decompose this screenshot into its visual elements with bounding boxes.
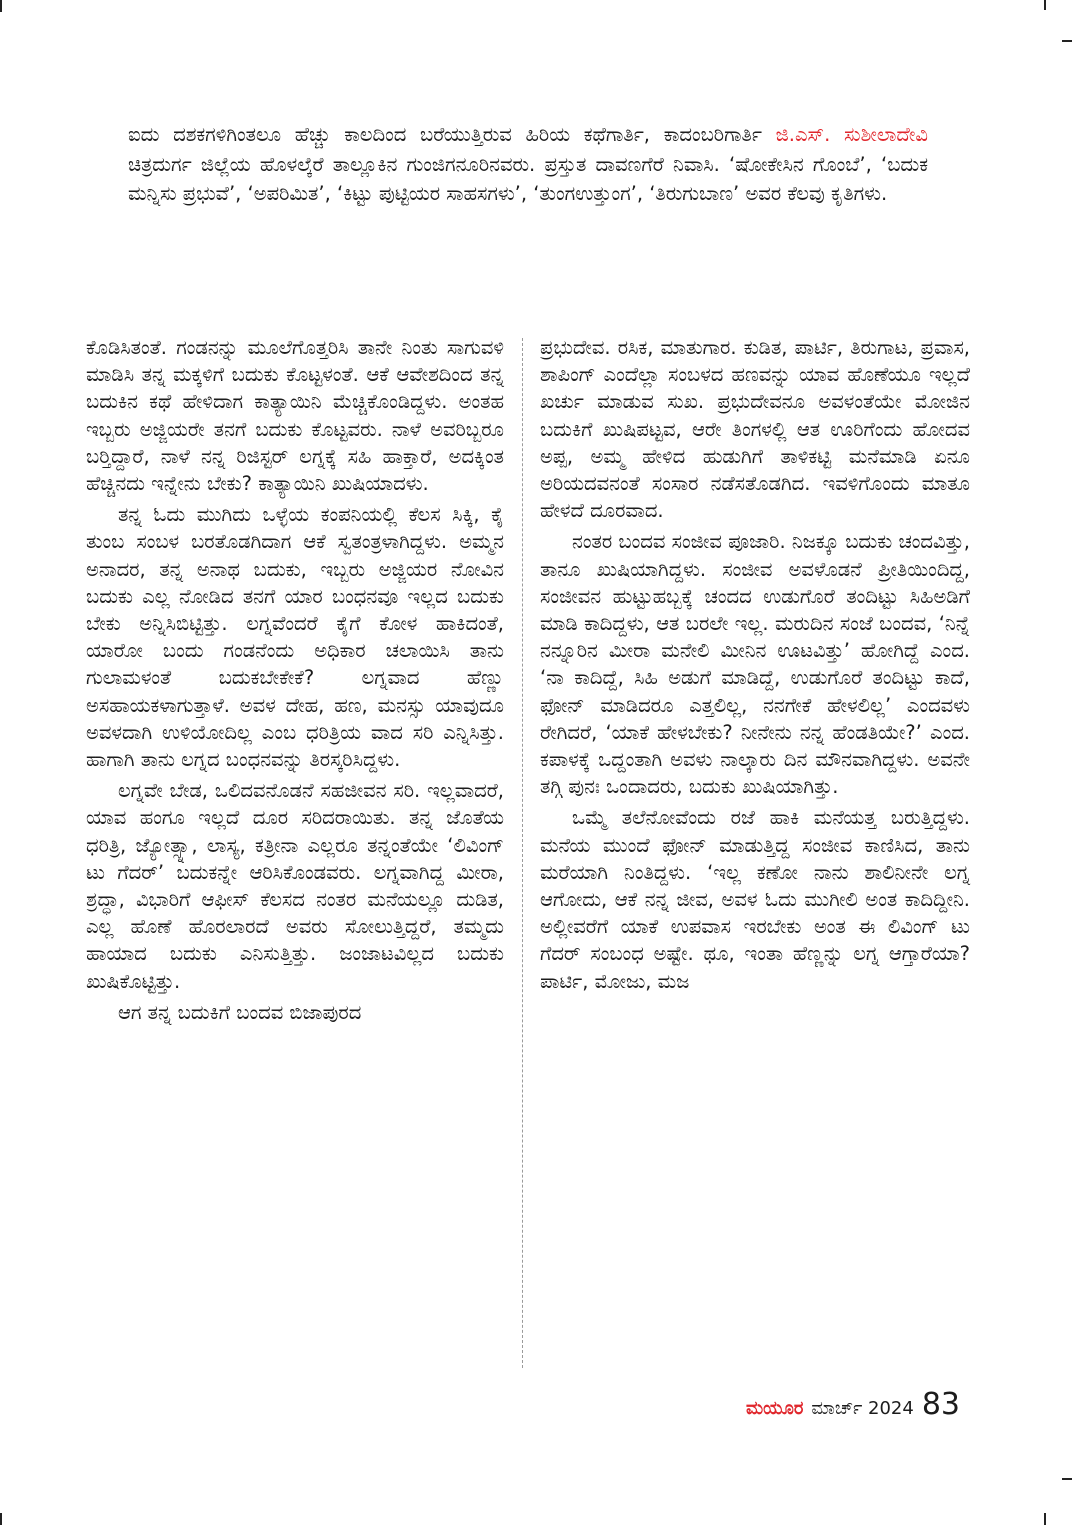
crop-mark-bottom-right xyxy=(1044,1513,1046,1525)
page-footer xyxy=(745,1387,960,1422)
issue-month: ಮಾರ್ಚ್ 2024 xyxy=(811,1398,914,1419)
author-bio xyxy=(128,120,928,209)
paragraph: ಕೊಡಿಸಿತಂತೆ. ಗಂಡನನ್ನು ಮೂಲೆಗೊತ್ತರಿಸಿ ತಾನೇ ನಿಂತು ಸಾಗುವಳಿ ಮಾಡಿಸಿ ತನ್ನ ಮಕ್ಕಳಿಗೆ ಬದುಕು ಕೊಟ್ಟಳಂತೆ. ಆಕೆ ಆವೇಶದಿಂದ ತನ್ನ ಬದುಕಿನ ಕಥೆ ಹೇಳಿದಾಗ ಕಾತ್ಯಾಯಿನಿ ಮೆಚ್ಚಿಕೊಂಡಿದ್ದಳು. ಅಂತಹ ಇಬ್ಬರು ಅಜ್ಜಿಯರೇ ತನಗೆ ಬದುಕು ಕೊಟ್ಟವರು. ನಾಳೆ ಅವರಿಬ್ಬರೂ ಬರ್‍ತಿದ್ದಾರೆ, ನಾಳೆ ನನ್ನ ರಿಜಿಸ್ಟರ್ ಲಗ್ನಕ್ಕೆ ಸಹಿ ಹಾಕ್ತಾರೆ, ಅದಕ್ಕಿಂತ ಹೆಚ್ಚಿನದು ಇನ್ನೇನು ಬೇಕು? ಕಾತ್ಯಾಯಿನಿ ಖುಷಿಯಾದಳು. xyxy=(86,336,504,496)
author-bio-text-after: ಚಿತ್ರದುರ್ಗ ಜಿಲ್ಲೆಯ ಹೊಳಲ್ಕೆರೆ ತಾಲ್ಲೂಕಿನ ಗುಂಜಿಗನೂರಿನವರು. ಪ್ರಸ್ತುತ ದಾವಣಗೆರೆ ನಿವಾಸಿ. ‘ಷೋಕೇಸಿನ ಗೊಂಬೆ’, ‘ಬದುಕ ಮನ್ನಿಸು ಪ್ರಭುವೆ’, ‘ಅಪರಿಮಿತ’, ‘ಕಿಟ್ಟು ಪುಟ್ಟಿಯರ ಸಾಹಸಗಳು’, ‘ತುಂಗಉತ್ತುಂಗ’, ‘ತಿರುಗುಬಾಣ’ ಅವರ ಕೆಲವು ಕೃತಿಗಳು. xyxy=(128,152,928,205)
left-column xyxy=(86,334,504,1030)
crop-mark-right-upper xyxy=(1062,40,1072,42)
author-name: ಜಿ.ಎಸ್. ಸುಶೀಲಾದೇವಿ xyxy=(775,123,928,146)
magazine-brand: ಮಯೂರ xyxy=(745,1398,804,1419)
paragraph: ಲಗ್ನವೇ ಬೇಡ, ಒಲಿದವನೊಡನೆ ಸಹಜೀವನ ಸರಿ. ಇಲ್ಲವಾದರೆ, ಯಾವ ಹಂಗೂ ಇಲ್ಲದೆ ದೂರ ಸರಿದರಾಯಿತು. ತನ್ನ ಜೊತೆಯ ಧರಿತ್ರಿ, ಜ್ಯೋತ್ಸ್ನಾ, ಲಾಸ್ಯ, ಕತ್ರೀನಾ ಎಲ್ಲರೂ ತನ್ನಂತೆಯೇ ‘ಲಿವಿಂಗ್ ಟು ಗೆದರ್’ ಬದುಕನ್ನೇ ಆರಿಸಿಕೊಂಡವರು. ಲಗ್ನವಾಗಿದ್ದ ಮೀರಾ, ಶ್ರದ್ಧಾ, ವಿಭಾರಿಗೆ ಆಫೀಸ್ ಕೆಲಸದ ನಂತರ ಮನೆಯಲ್ಲೂ ದುಡಿತ, ಎಲ್ಲ ಹೊಣೆ ಹೊರಲಾರದೆ ಅವರು ಸೋಲುತ್ತಿದ್ದರೆ, ತಮ್ಮದು ಹಾಯಾದ ಬದುಕು ಎನಿಸುತ್ತಿತ್ತು. ಜಂಜಾಟವಿಲ್ಲದ ಬದುಕು ಖುಷಿಕೊಟ್ಟಿತ್ತು. xyxy=(86,779,504,993)
paragraph: ನಂತರ ಬಂದವ ಸಂಜೀವ ಪೂಜಾರಿ. ನಿಜಕ್ಕೂ ಬದುಕು ಚಂದವಿತ್ತು, ತಾನೂ ಖುಷಿಯಾಗಿದ್ದಳು. ಸಂಜೀವ ಅವಳೊಡನೆ ಪ್ರೀತಿಯಿಂದಿದ್ದ, ಸಂಜೀವನ ಹುಟ್ಟುಹಬ್ಬಕ್ಕೆ ಚಂದದ ಉಡುಗೊರೆ ತಂದಿಟ್ಟು ಸಿಹಿಅಡಿಗೆ ಮಾಡಿ ಕಾದಿದ್ದಳು, ಆತ ಬರಲೇ ಇಲ್ಲ. ಮರುದಿನ ಸಂಜೆ ಬಂದವ, ‘ನಿನ್ನೆ ನನ್ನೂರಿನ ಮೀರಾ ಮನೇಲಿ ಮೀನಿನ ಊಟವಿತ್ತು’ ಹೋಗಿದ್ದೆ ಎಂದ. ‘ನಾ ಕಾದಿದ್ದೆ, ಸಿಹಿ ಅಡುಗೆ ಮಾಡಿದ್ದೆ, ಉಡುಗೊರೆ ತಂದಿಟ್ಟು ಕಾದೆ, ಫೋನ್ ಮಾಡಿದರೂ ಎತ್ತಲಿಲ್ಲ, ನನಗೇಕೆ ಹೇಳಲಿಲ್ಲ’ ಎಂದವಳು ರೇಗಿದರೆ, ‘ಯಾಕೆ ಹೇಳಬೇಕು? ನೀನೇನು ನನ್ನ ಹೆಂಡತಿಯೇ?’ ಎಂದ. ಕಪಾಳಕ್ಕೆ ಒದ್ದಂತಾಗಿ ಅವಳು ನಾಲ್ಕಾರು ದಿನ ಮೌನವಾಗಿದ್ದಳು. ಅವನೇ ತಗ್ಗಿ ಪುನಃ ಒಂದಾದರು, ಬದುಕು ಖುಷಿಯಾಗಿತ್ತು. xyxy=(540,530,970,799)
paragraph: ಒಮ್ಮೆ ತಲೆನೋವೆಂದು ರಜೆ ಹಾಕಿ ಮನೆಯತ್ತ ಬರುತ್ತಿದ್ದಳು. ಮನೆಯ ಮುಂದೆ ಫೋನ್ ಮಾಡುತ್ತಿದ್ದ ಸಂಜೀವ ಕಾಣಿಸಿದ, ತಾನು ಮರೆಯಾಗಿ ನಿಂತಿದ್ದಳು. ‘ಇಲ್ಲ ಕಣೋ ನಾನು ಶಾಲಿನೀನೇ ಲಗ್ನ ಆಗೋದು, ಆಕೆ ನನ್ನ ಜೀವ, ಅವಳ ಓದು ಮುಗೀಲಿ ಅಂತ ಕಾದಿದ್ದೀನಿ. ಅಲ್ಲೀವರೆಗೆ ಯಾಕೆ ಉಪವಾಸ ಇರಬೇಕು ಅಂತ ಈ ಲಿವಿಂಗ್ ಟು ಗೆದರ್ ಸಂಬಂಧ ಅಷ್ಟೇ. ಥೂ, ಇಂತಾ ಹೆಣ್ಣನ್ನು ಲಗ್ನ ಆಗ್ತಾರೆಯಾ? ಪಾರ್ಟಿ, ಮೋಜು, ಮಜ xyxy=(540,806,970,993)
paragraph: ಆಗ ತನ್ನ ಬದುಕಿಗೆ ಬಂದವ ಬಿಜಾಪುರದ xyxy=(118,1000,362,1024)
crop-mark-right-lower xyxy=(1062,1478,1072,1480)
right-column xyxy=(540,334,970,999)
paragraph: ಪ್ರಭುದೇವ. ರಸಿಕ, ಮಾತುಗಾರ. ಕುಡಿತ, ಪಾರ್ಟಿ, ತಿರುಗಾಟ, ಪ್ರವಾಸ, ಶಾಪಿಂಗ್ ಎಂದೆಲ್ಲಾ ಸಂಬಳದ ಹಣವನ್ನು ಯಾವ ಹೊಣೆಯೂ ಇಲ್ಲದೆ ಖರ್ಚು ಮಾಡುವ ಸುಖ. ಪ್ರಭುದೇವನೂ ಅವಳಂತೆಯೇ ಮೋಜಿನ ಬದುಕಿಗೆ ಖುಷಿಪಟ್ಟವ, ಆರೇ ತಿಂಗಳಲ್ಲಿ ಆತ ಊರಿಗೆಂದು ಹೋದವ ಅಪ್ಪ, ಅಮ್ಮ ಹೇಳಿದ ಹುಡುಗಿಗೆ ತಾಳಿಕಟ್ಟಿ ಮನೆಮಾಡಿ ಏನೂ ಅರಿಯದವನಂತೆ ಸಂಸಾರ ನಡೆಸತೊಡಗಿದ. ಇವಳಿಗೊಂದು ಮಾತೂ ಹೇಳದೆ ದೂರವಾದ. xyxy=(540,336,970,523)
column-divider xyxy=(522,338,523,1368)
paragraph: ತನ್ನ ಓದು ಮುಗಿದು ಒಳ್ಳೆಯ ಕಂಪನಿಯಲ್ಲಿ ಕೆಲಸ ಸಿಕ್ಕಿ, ಕೈ ತುಂಬ ಸಂಬಳ ಬರತೊಡಗಿದಾಗ ಆಕೆ ಸ್ವತಂತ್ರಳಾಗಿದ್ದಳು. ಅಮ್ಮನ ಅನಾದರ, ತನ್ನ ಅನಾಥ ಬದುಕು, ಇಬ್ಬರು ಅಜ್ಜಿಯರ ನೋವಿನ ಬದುಕು ಎಲ್ಲ ನೋಡಿದ ತನಗೆ ಯಾರ ಬಂಧನವೂ ಇಲ್ಲದ ಬದುಕು ಬೇಕು ಅನ್ನಿಸಿಬಿಟ್ಟಿತ್ತು. ಲಗ್ನವೆಂದರೆ ಕೈಗೆ ಕೋಳ ಹಾಕಿದಂತೆ, ಯಾರೋ ಬಂದು ಗಂಡನೆಂದು ಅಧಿಕಾರ ಚಲಾಯಿಸಿ ತಾನು ಗುಲಾಮಳಂತೆ ಬದುಕಬೇಕೇಕೆ? ಲಗ್ನವಾದ ಹೆಣ್ಣು ಅಸಹಾಯಕಳಾಗುತ್ತಾಳೆ. ಅವಳ ದೇಹ, ಹಣ, ಮನಸ್ಸು ಯಾವುದೂ ಅವಳದಾಗಿ ಉಳಿಯೋದಿಲ್ಲ ಎಂಬ ಧರಿತ್ರಿಯ ವಾದ ಸರಿ ಎನ್ನಿಸಿತ್ತು. ಹಾಗಾಗಿ ತಾನು ಲಗ್ನದ ಬಂಧನವನ್ನು ತಿರಸ್ಕರಿಸಿದ್ದಳು. xyxy=(86,503,504,772)
crop-mark-top-left xyxy=(0,0,2,12)
author-bio-text-before: ಐದು ದಶಕಗಳಿಗಿಂತಲೂ ಹೆಚ್ಚು ಕಾಲದಿಂದ ಬರೆಯುತ್ತಿರುವ ಹಿರಿಯ ಕಥೆಗಾರ್ತಿ, ಕಾದಂಬರಿಗಾರ್ತಿ xyxy=(128,123,776,146)
page-number: 83 xyxy=(921,1387,960,1422)
crop-mark-bottom-left xyxy=(0,1513,2,1525)
crop-mark-top-right xyxy=(1044,0,1046,10)
